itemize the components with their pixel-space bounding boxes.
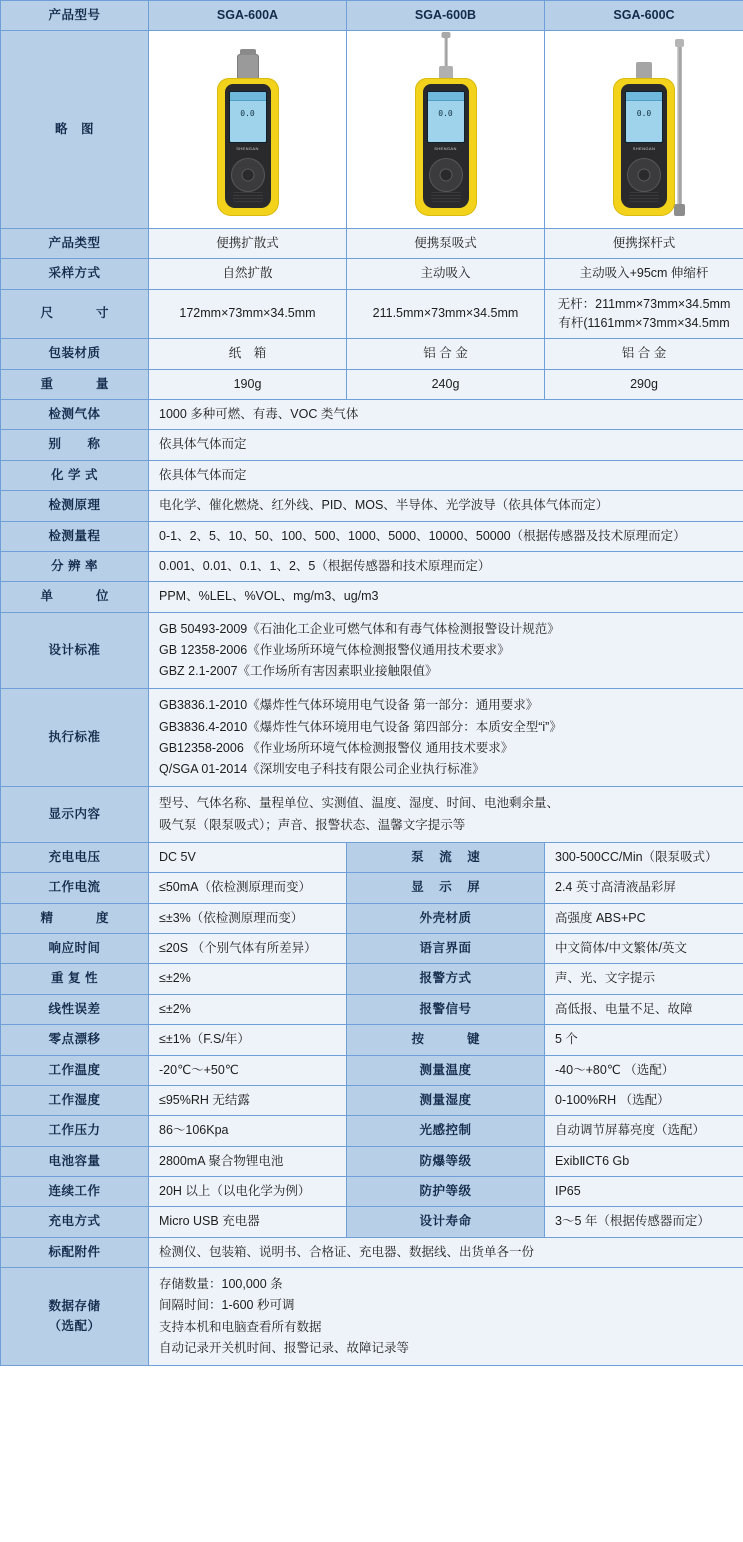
row-label-repeatability: 重 复 性: [1, 964, 149, 994]
row-label-alarm-mode: 报警方式: [347, 964, 545, 994]
table-row-working-temp: [1, 1055, 743, 1085]
device-brand-a: SHENGAN: [236, 146, 259, 152]
device-screen: [625, 91, 663, 143]
device-face: [423, 84, 469, 208]
row-label-sketch: 略 图: [1, 31, 149, 228]
row-label-resolution: 分 辨 率: [1, 551, 149, 581]
screen-titlebar: [626, 92, 662, 101]
keys-value: 5 个: [545, 1025, 743, 1055]
row-label-measure-temp: 测量温度: [347, 1055, 545, 1085]
sampling-c: 主动吸入+95cm 伸缩杆: [545, 259, 743, 289]
model-a: SGA-600A: [149, 1, 347, 31]
pump-flow-value: 300-500CC/Min（限泵吸式）: [545, 842, 743, 872]
zero-drift-value: ≤±1%（F.S/年）: [149, 1025, 347, 1055]
row-label-unit: 单 位: [1, 582, 149, 612]
size-c: [545, 289, 743, 339]
working-current-value: ≤50mA（依检测原理而变）: [149, 873, 347, 903]
table-row-working-current: [1, 873, 743, 903]
accuracy-value: ≤±3%（依检测原理而变）: [149, 903, 347, 933]
data-storage-value: [149, 1268, 743, 1366]
row-label-zero-drift: 零点漂移: [1, 1025, 149, 1055]
table-row-range: [1, 521, 743, 551]
row-label-working-pressure: 工作压力: [1, 1116, 149, 1146]
product-type-c: 便携探杆式: [545, 228, 743, 258]
row-label-alarm-signal: 报警信号: [347, 994, 545, 1024]
design-standard-line-2: GB 12358-2006《作业场所环境气体检测报警仪通用技术要求》: [159, 642, 510, 657]
row-label-size: 尺 寸: [1, 289, 149, 339]
screen-reading-b: 0.0: [438, 109, 453, 119]
data-storage-line-1: 存储数量：100,000 条: [159, 1277, 283, 1292]
device-body: [415, 78, 477, 216]
table-row-working-humidity: [1, 1085, 743, 1115]
row-label-working-temp: 工作温度: [1, 1055, 149, 1085]
response-time-value: ≤20S （个别气体有所差异）: [149, 934, 347, 964]
table-row-weight: [1, 369, 743, 399]
row-label-working-current: 工作电流: [1, 873, 149, 903]
battery-capacity-value: 2800mA 聚合物锂电池: [149, 1146, 347, 1176]
row-label-design-life: 设计寿命: [347, 1207, 545, 1237]
row-label-explosion-proof: 防爆等级: [347, 1146, 545, 1176]
range-value: 0-1、2、5、10、50、100、500、1000、5000、10000、50000（根据传感器及技术原理而定）: [149, 521, 743, 551]
row-label-accuracy: 精 度: [1, 903, 149, 933]
table-row-principle: [1, 491, 743, 521]
telescopic-probe-rod: [677, 42, 682, 210]
device-image-a: [149, 31, 347, 228]
row-label-linear-error: 线性误差: [1, 994, 149, 1024]
table-row-charge-voltage: [1, 842, 743, 872]
diffusion-sensor-cap: [237, 54, 259, 80]
device-brand-c: SHENGAN: [632, 146, 656, 152]
table-row-accessories: [1, 1237, 743, 1267]
row-label-response-time: 响应时间: [1, 934, 149, 964]
weight-a: 190g: [149, 369, 347, 399]
working-pressure-value: 86～106Kpa: [149, 1116, 347, 1146]
continuous-work-value: 20H 以上（以电化学为例）: [149, 1177, 347, 1207]
accessories-value: 检测仪、包装箱、说明书、合格证、充电器、数据线、出货单各一份: [149, 1237, 743, 1267]
weight-c: 290g: [545, 369, 743, 399]
row-label-product-type: 产品类型: [1, 228, 149, 258]
pump-probe-needle: [444, 36, 447, 66]
shell-material-value: 高强度 ABS+PC: [545, 903, 743, 933]
design-life-value: 3～5 年（根据传感器而定）: [545, 1207, 743, 1237]
size-a: 172mm×73mm×34.5mm: [149, 289, 347, 339]
device-keypad: [231, 158, 265, 192]
table-row-repeatability: [1, 964, 743, 994]
device-keypad: [627, 158, 661, 192]
table-row-display-content: [1, 787, 743, 843]
device-vents: [629, 192, 659, 202]
row-label-continuous-work: 连续工作: [1, 1177, 149, 1207]
repeatability-value: ≤±2%: [149, 964, 347, 994]
row-label-pump-flow: 泵 流 速: [347, 842, 545, 872]
data-storage-label-line-2: （选配）: [48, 1318, 101, 1333]
device-image-b: [347, 31, 545, 228]
row-label-design-standard: 设计标准: [1, 612, 149, 689]
row-label-display-content: 显示内容: [1, 787, 149, 843]
device-body: [217, 78, 279, 216]
row-label-principle: 检测原理: [1, 491, 149, 521]
row-label-language: 语言界面: [347, 934, 545, 964]
table-row-size: [1, 289, 743, 339]
device-brand-b: SHENGAN: [434, 146, 457, 152]
row-label-data-storage: [1, 1268, 149, 1366]
row-label-weight: 重 量: [1, 369, 149, 399]
charge-mode-value: Micro USB 充电器: [149, 1207, 347, 1237]
pump-device-drawing: [406, 36, 486, 216]
table-row-zero-drift: [1, 1025, 743, 1055]
device-vents: [233, 192, 263, 202]
row-label-packaging: 包装材质: [1, 339, 149, 369]
sampling-b: 主动吸入: [347, 259, 545, 289]
row-label-charge-mode: 充电方式: [1, 1207, 149, 1237]
row-label-working-humidity: 工作湿度: [1, 1085, 149, 1115]
packaging-b: 铝 合 金: [347, 339, 545, 369]
language-value: 中文简体/中文繁体/英文: [545, 934, 743, 964]
row-label-shell-material: 外壳材质: [347, 903, 545, 933]
row-label-protection-grade: 防护等级: [347, 1177, 545, 1207]
size-b: 211.5mm×73mm×34.5mm: [347, 289, 545, 339]
table-row-exec-standard: [1, 689, 743, 787]
device-screen: [427, 91, 465, 143]
table-row-response-time: [1, 934, 743, 964]
table-row-charge-mode: [1, 1207, 743, 1237]
design-standard-line-1: GB 50493-2009《石油化工企业可燃气体和有毒气体检测报警设计规范》: [159, 621, 560, 636]
principle-value: 电化学、催化燃烧、红外线、PID、MOS、半导体、光学波导（依具体气体而定）: [149, 491, 743, 521]
device-vents: [431, 192, 461, 202]
formula-value: 依具体气体而定: [149, 460, 743, 490]
display-content-value: [149, 787, 743, 843]
row-label-range: 检测量程: [1, 521, 149, 551]
table-row-packaging: [1, 339, 743, 369]
device-face: [225, 84, 271, 208]
row-label-detect-gas: 检测气体: [1, 400, 149, 430]
row-label-display-screen: 显 示 屏: [347, 873, 545, 903]
table-row-continuous-work: [1, 1177, 743, 1207]
unit-value: PPM、%LEL、%VOL、mg/m3、ug/m3: [149, 582, 743, 612]
table-row-alias: [1, 430, 743, 460]
exec-standard-line-3: GB12358-2006 《作业场所环境气体检测报警仪 通用技术要求》: [159, 740, 514, 755]
table-row-accuracy: [1, 903, 743, 933]
explosion-proof-value: ExibⅡCT6 Gb: [545, 1146, 743, 1176]
table-row-model: [1, 1, 743, 31]
alarm-mode-value: 声、光、文字提示: [545, 964, 743, 994]
table-row-resolution: [1, 551, 743, 581]
row-label-sampling: 采样方式: [1, 259, 149, 289]
data-storage-line-2: 间隔时间：1-600 秒可调: [159, 1298, 295, 1313]
device-face: [621, 84, 667, 208]
display-content-line-2: 吸气泵（限泵吸式）；声音、报警状态、温馨文字提示等: [159, 817, 466, 832]
sampling-a: 自然扩散: [149, 259, 347, 289]
screen-reading-c: 0.0: [636, 109, 652, 119]
linear-error-value: ≤±2%: [149, 994, 347, 1024]
exec-standard-line-2: GB3836.4-2010《爆炸性气体环境用电气设备 第四部分：本质安全型“i”》: [159, 719, 562, 734]
device-keypad: [429, 158, 463, 192]
protection-grade-value: IP65: [545, 1177, 743, 1207]
device-screen: [229, 91, 267, 143]
table-row-working-pressure: [1, 1116, 743, 1146]
model-b: SGA-600B: [347, 1, 545, 31]
row-label-accessories: 标配附件: [1, 1237, 149, 1267]
exec-standard-value: [149, 689, 743, 787]
alias-value: 依具体气体而定: [149, 430, 743, 460]
data-storage-line-3: 支持本机和电脑查看所有数据: [159, 1319, 322, 1334]
detect-gas-value: 1000 多种可燃、有毒、VOC 类气体: [149, 400, 743, 430]
row-label-battery-capacity: 电池容量: [1, 1146, 149, 1176]
packaging-a: 纸 箱: [149, 339, 347, 369]
weight-b: 240g: [347, 369, 545, 399]
data-storage-label-line-1: 数据存储: [48, 1299, 101, 1314]
working-temp-value: -20℃～+50℃: [149, 1055, 347, 1085]
working-humidity-value: ≤95%RH 无结露: [149, 1085, 347, 1115]
table-row-battery-capacity: [1, 1146, 743, 1176]
table-row-sketch: [1, 31, 743, 228]
packaging-c: 铝 合 金: [545, 339, 743, 369]
product-type-a: 便携扩散式: [149, 228, 347, 258]
product-type-b: 便携泵吸式: [347, 228, 545, 258]
device-image-c: [545, 31, 743, 228]
table-row-linear-error: [1, 994, 743, 1024]
table-row-detect-gas: [1, 400, 743, 430]
screen-titlebar: [230, 92, 266, 101]
screen-reading-a: 0.0: [240, 109, 255, 119]
design-standard-value: [149, 612, 743, 689]
table-row-formula: [1, 460, 743, 490]
size-c-line-1: 无杆：211mm×73mm×34.5mm: [557, 296, 731, 311]
screen-titlebar: [428, 92, 464, 101]
table-row-sampling: [1, 259, 743, 289]
measure-temp-value: -40～+80℃ （选配）: [545, 1055, 743, 1085]
device-body: [613, 78, 675, 216]
exec-standard-line-4: Q/SGA 01-2014《深圳安电子科技有限公司企业执行标准》: [159, 762, 485, 777]
exec-standard-line-1: GB3836.1-2010《爆炸性气体环境用电气设备 第一部分：通用要求》: [159, 698, 539, 713]
row-label-model: 产品型号: [1, 1, 149, 31]
model-c: SGA-600C: [545, 1, 743, 31]
light-sensor-value: 自动调节屏幕亮度（选配）: [545, 1116, 743, 1146]
design-standard-line-3: GBZ 2.1-2007《工作场所有害因素职业接触限值》: [159, 664, 438, 679]
row-label-formula: 化 学 式: [1, 460, 149, 490]
table-row-unit: [1, 582, 743, 612]
row-label-measure-humidity: 测量湿度: [347, 1085, 545, 1115]
resolution-value: 0.001、0.01、0.1、1、2、5（根据传感器和技术原理而定）: [149, 551, 743, 581]
row-label-exec-standard: 执行标准: [1, 689, 149, 787]
row-label-light-sensor: 光感控制: [347, 1116, 545, 1146]
size-c-line-2: 有杆(1161mm×73mm×34.5mm: [558, 315, 730, 330]
diffusion-device-drawing: [208, 36, 288, 216]
display-content-line-1: 型号、气体名称、量程单位、实测值、温度、湿度、时间、电池剩余量、: [159, 796, 560, 811]
measure-humidity-value: 0-100%RH （选配）: [545, 1085, 743, 1115]
probe-device-drawing: [604, 36, 684, 216]
display-screen-value: 2.4 英寸高清液晶彩屏: [545, 873, 743, 903]
alarm-signal-value: 高低报、电量不足、故障: [545, 994, 743, 1024]
data-storage-line-4: 自动记录开关机时间、报警记录、故障记录等: [159, 1340, 410, 1355]
table-row-data-storage: [1, 1268, 743, 1366]
row-label-alias: 别 称: [1, 430, 149, 460]
row-label-charge-voltage: 充电电压: [1, 842, 149, 872]
table-row-design-standard: [1, 612, 743, 689]
row-label-keys: 按 键: [347, 1025, 545, 1055]
charge-voltage-value: DC 5V: [149, 842, 347, 872]
table-row-product-type: [1, 228, 743, 258]
